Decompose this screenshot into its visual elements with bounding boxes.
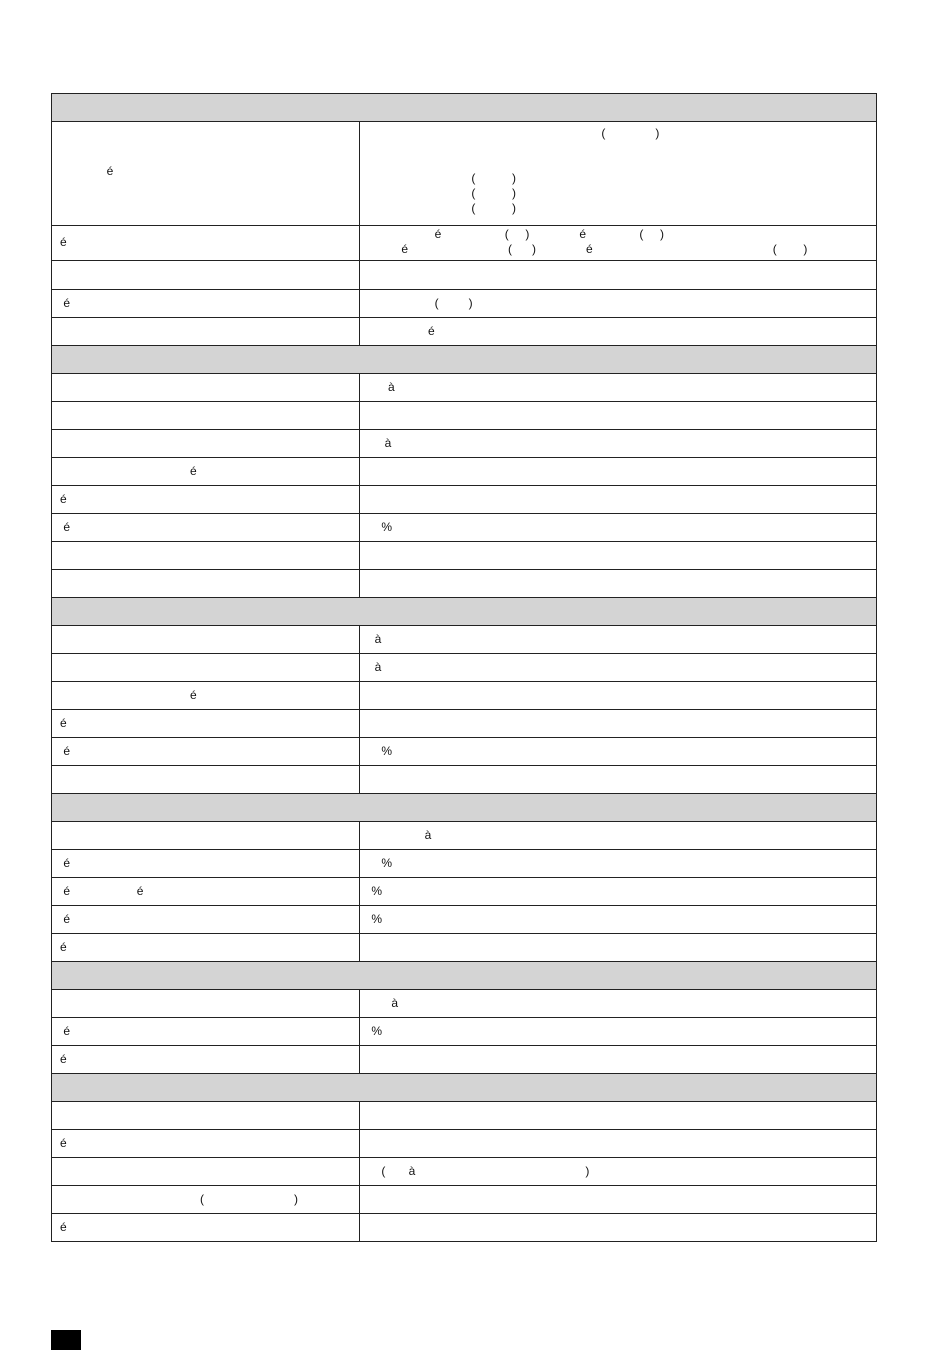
row-label	[52, 1158, 359, 1164]
table-row	[52, 710, 877, 738]
table-row	[52, 906, 877, 934]
row-value	[360, 486, 876, 492]
table-row	[52, 1018, 877, 1046]
row-label: é	[60, 940, 67, 954]
table-row	[52, 766, 877, 794]
row-value	[360, 458, 876, 464]
row-label	[52, 318, 359, 324]
row-value	[360, 710, 876, 716]
row-label: é	[60, 1052, 67, 1066]
row-value: %	[368, 1024, 383, 1038]
section-header	[52, 962, 877, 990]
row-label	[52, 542, 359, 548]
row-value: ( ) ( ) ( ) ( )	[471, 126, 660, 215]
row-label	[52, 402, 359, 408]
row-label: é	[60, 492, 67, 506]
row-label: é	[60, 1136, 67, 1150]
table-row	[52, 514, 877, 542]
row-label	[52, 374, 359, 380]
table-row	[52, 486, 877, 514]
row-label	[52, 654, 359, 660]
table-row	[52, 290, 877, 318]
section-header	[52, 94, 877, 122]
row-label: é	[60, 688, 197, 702]
row-value: à	[368, 996, 399, 1010]
row-value	[360, 934, 876, 940]
row-value	[360, 261, 876, 265]
row-value: %	[368, 912, 383, 926]
row-label: é	[60, 164, 114, 178]
row-label	[52, 990, 359, 996]
table-row	[52, 122, 877, 226]
row-value	[360, 1130, 876, 1136]
table-row	[52, 654, 877, 682]
table-row	[52, 822, 877, 850]
section-title	[52, 1074, 876, 1078]
table-row	[52, 878, 877, 906]
table-row	[52, 430, 877, 458]
row-value: é	[368, 324, 435, 338]
row-value	[360, 542, 876, 548]
row-value	[360, 1102, 876, 1108]
row-value: à	[368, 632, 382, 646]
table-row	[52, 226, 877, 261]
row-label	[52, 570, 359, 576]
section-header	[52, 1074, 877, 1102]
row-label: é	[60, 1024, 71, 1038]
row-label: é	[60, 912, 71, 926]
row-value: à	[368, 660, 382, 674]
section-title	[52, 346, 876, 350]
row-label	[52, 261, 359, 265]
row-value: %	[368, 856, 393, 870]
table-row	[52, 1130, 877, 1158]
row-value: %	[368, 744, 393, 758]
section-title	[52, 794, 876, 798]
table-row	[52, 682, 877, 710]
section-title	[52, 962, 876, 966]
row-label: é	[60, 856, 71, 870]
table-row	[52, 626, 877, 654]
table-row	[52, 738, 877, 766]
row-value: à	[368, 436, 392, 450]
row-label	[52, 626, 359, 632]
table-row	[52, 570, 877, 598]
section-header	[52, 598, 877, 626]
row-label: é	[60, 1220, 67, 1234]
table-row	[52, 458, 877, 486]
row-label	[52, 766, 359, 772]
row-value	[360, 1186, 876, 1192]
row-value: ( )	[368, 296, 473, 310]
row-value: à	[368, 380, 395, 394]
table-row	[52, 850, 877, 878]
table-row	[52, 990, 877, 1018]
row-label	[52, 1102, 359, 1108]
table-row	[52, 1046, 877, 1074]
row-label: é	[60, 296, 71, 310]
table-row	[52, 1158, 877, 1186]
section-header	[52, 346, 877, 374]
section-title	[52, 598, 876, 602]
table-row	[52, 934, 877, 962]
row-value	[360, 766, 876, 772]
row-label: ( )	[60, 1192, 299, 1206]
table-row	[52, 374, 877, 402]
row-label	[52, 822, 359, 828]
table-row	[52, 1214, 877, 1242]
row-value: %	[368, 884, 383, 898]
row-value: é ( ) é ( ) é ( ) é ( )	[401, 227, 808, 256]
row-value: à	[368, 828, 432, 842]
specifications-table	[51, 93, 877, 1242]
row-label: é	[60, 744, 71, 758]
row-value	[360, 570, 876, 576]
section-header	[52, 794, 877, 822]
table-row	[52, 1186, 877, 1214]
row-label: é	[60, 464, 197, 478]
table-row	[52, 261, 877, 290]
row-value	[360, 682, 876, 688]
row-value	[360, 1046, 876, 1052]
row-value	[360, 1214, 876, 1220]
table-row	[52, 402, 877, 430]
row-value: %	[368, 520, 393, 534]
row-value	[360, 402, 876, 408]
table-row	[52, 318, 877, 346]
page-number-tab	[51, 1330, 81, 1350]
table-row	[52, 542, 877, 570]
row-label: é	[60, 716, 67, 730]
section-title	[52, 94, 876, 98]
row-label: é é	[60, 884, 144, 898]
row-label	[52, 430, 359, 436]
row-label: é	[60, 235, 67, 249]
table-row	[52, 1102, 877, 1130]
row-value: ( à )	[368, 1164, 590, 1178]
row-label: é	[60, 520, 71, 534]
